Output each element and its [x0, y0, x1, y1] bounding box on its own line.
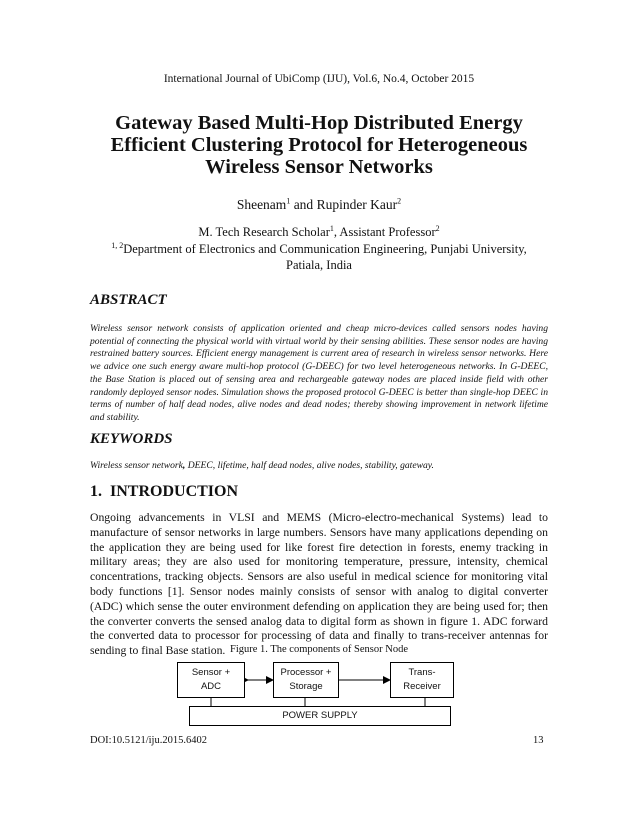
dept-text: Department of Electronics and Communication Engineering, Punjabi University, — [123, 242, 527, 256]
introduction-text: Ongoing advancements in VLSI and MEMS (Micro-electro-mechanical Systems) lead to manufacture of sensor networks in large numbers. Sensors have many applications depending on the application they are being used for like forest fire detection in forests, enemy tracking in military areas; they are also used for monitoring temperature, pressure, intensity, chemical concentrations, tracking objects. Sensors are also useful in medical science for monitoring vital body functions [1]. Sensor nodes mainly consists of sensor with analog to digital converter (ADC) which sense the outer environment defending on application they are being used for; then the converter converts the sensed analog data to digital form as shown in figure 1. ADC forward the converted data to processor for processing of data and finally to trans-receiver antennas for sending to final Base station. — [90, 511, 548, 658]
doi: DOI:10.5121/iju.2015.6402 — [90, 735, 207, 746]
author-list — [0, 197, 638, 213]
author-sup: 2 — [397, 196, 402, 206]
box-label: Trans- — [408, 667, 436, 678]
author-name: Sheenam — [236, 197, 287, 212]
affiliation-roles — [80, 225, 558, 240]
affiliation-department — [80, 241, 558, 273]
keywords-text — [90, 460, 548, 471]
role-sup: 2 — [435, 223, 440, 233]
abstract-text: Wireless sensor network consists of application oriented and cheap micro-devices called sensors nodes having potential of connecting the physical world with virtual world by their sensing abilities. These sensor nodes are having restrained battery sources. Efficient energy management is current area of research in wireless sensor networks. Here we advice one such energy aware multi-hop protocol (G-DEEC) for two level heterogeneous networks. In G-DEEC, the Base Station is placed out of sensing area and rechargeable gateway nodes are placed inside field with other randomly deployed sensor nodes. Simulation shows the proposed protocol G-DEEC is better than single-hop DEEC in terms of number of half dead nodes, alive nodes and dead nodes; thereby showing improvement in network lifetime and stability. — [90, 323, 548, 423]
abstract-heading: ABSTRACT — [90, 292, 167, 308]
author-sup: 1 — [286, 196, 291, 206]
power-supply-box — [189, 706, 451, 726]
box-label: Processor + — [280, 667, 332, 678]
dept-sup: 1, 2 — [111, 240, 124, 250]
author-name: Rupinder Kaur — [316, 197, 398, 212]
dept-location: Patiala, India — [286, 258, 352, 272]
trans-receiver-box — [390, 662, 454, 698]
processor-storage-box — [273, 662, 339, 698]
page-number: 13 — [533, 735, 544, 746]
paper-title — [60, 112, 578, 178]
role-text: , Assistant Professor — [333, 225, 436, 239]
figure-caption: Figure 1. The components of Sensor Node — [230, 644, 408, 655]
sensor-adc-box — [177, 662, 245, 698]
keyword-rest: DEEC, lifetime, half dead nodes, alive nodes, stability, gateway. — [185, 460, 434, 471]
keyword-first: Wireless sensor network — [90, 460, 183, 471]
title-line: Gateway Based Multi-Hop Distributed Energy — [115, 112, 523, 134]
box-label: Sensor + — [191, 667, 231, 678]
figure-diagram — [175, 660, 465, 726]
journal-header: International Journal of UbiComp (IJU), Vol.6, No.4, October 2015 — [163, 73, 475, 85]
keyword-comma: , — [182, 460, 186, 471]
title-line: Wireless Sensor Networks — [205, 156, 433, 178]
box-label: Storage — [289, 681, 323, 692]
keywords-heading: KEYWORDS — [90, 431, 173, 447]
author-conjunction: and — [290, 197, 317, 212]
box-label: POWER SUPPLY — [282, 710, 358, 721]
introduction-heading: 1. INTRODUCTION — [90, 483, 239, 500]
role-sup: 1 — [329, 223, 334, 233]
box-label: Receiver — [403, 681, 441, 692]
title-line: Efficient Clustering Protocol for Heterogeneous — [110, 134, 528, 156]
box-label: ADC — [200, 681, 222, 692]
role-text: M. Tech Research Scholar — [198, 225, 330, 239]
